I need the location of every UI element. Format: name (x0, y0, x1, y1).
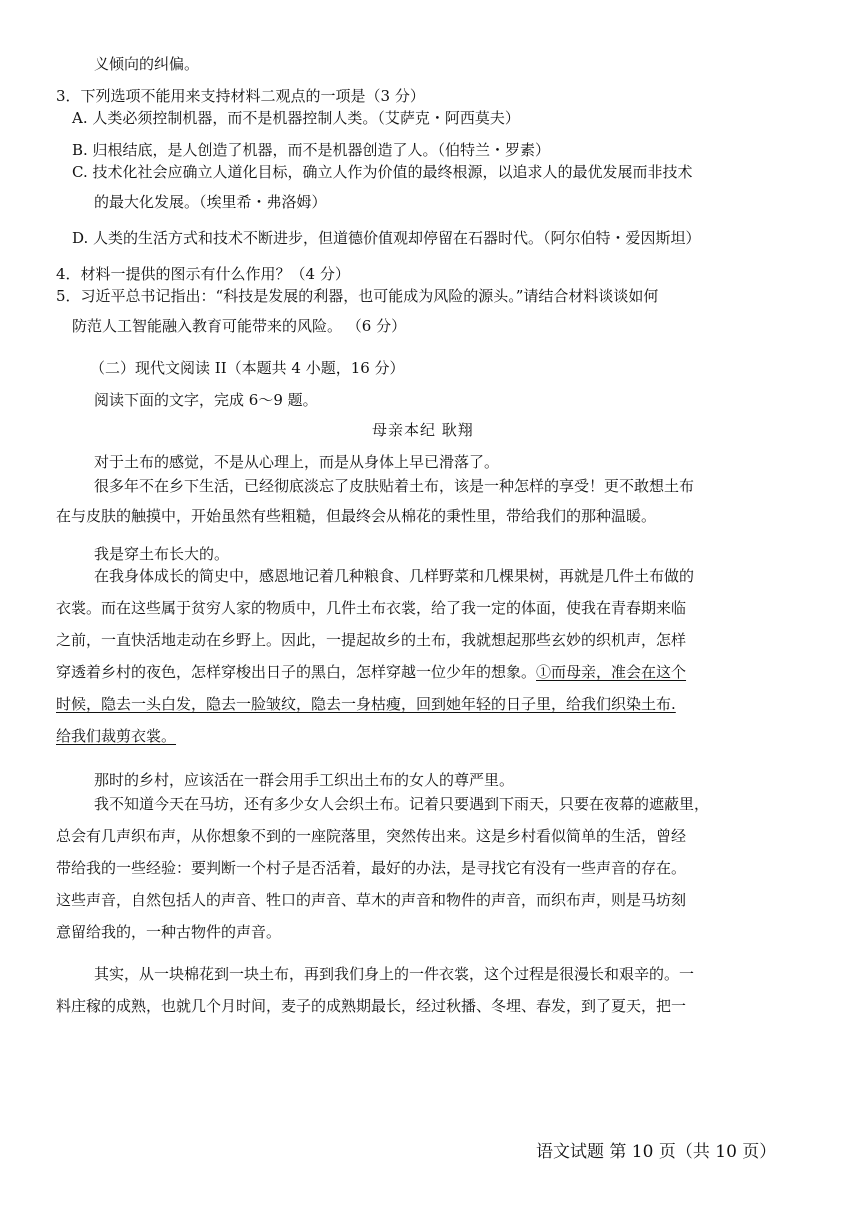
paragraph-line (56, 662, 686, 682)
paragraph-line: 料庄稼的成熟，也就几个月时间，麦子的成熟期最长，经过秋播、冬埋、春发，到了夏天，把一 (56, 997, 687, 1015)
page-footer: 语文试题 第 10 页（共 10 页） (536, 1142, 777, 1162)
paragraph-line: 那时的乡村，应该活在一群会用手工织出土布的女人的尊严里。 (94, 771, 515, 789)
paragraph-line: 对于土布的感觉，不是从心理上，而是从身体上早已滑落了。 (94, 453, 500, 471)
paragraph-line: 很多年不在乡下生活，已经彻底淡忘了皮肤贴着土布，该是一种怎样的享受！更不敢想土布 (94, 477, 695, 495)
option-c-cont: 的最大化发展。（埃里希・弗洛姆） (94, 193, 327, 211)
paragraph-line: 在我身体成长的简史中，感恩地记着几种粮食、几样野菜和几棵果树，再就是几件土布做的 (94, 567, 695, 585)
underlined-sentence: ①而母亲，准会在这个 (536, 663, 687, 681)
paragraph-line: 其实，从一块棉花到一块土布，再到我们身上的一件衣裳，这个过程是很漫长和艰辛的。一 (94, 965, 695, 983)
question-5: 5．习近平总书记指出：“科技是发展的利器，也可能成为风险的源头。”请结合材料谈谈如何 (56, 287, 659, 305)
article-title: 母亲本纪 耿翔 (372, 421, 474, 439)
text-line: 义倾向的纠偏。 (94, 55, 200, 73)
option-c: C. 技术化社会应确立人道化目标，确立人作为价值的最终根源，以追求人的最优发展而非技术 (72, 163, 693, 181)
option-b: B. 归根结底，是人创造了机器，而不是机器创造了人。（伯特兰・罗素） (72, 141, 551, 159)
instruction: 阅读下面的文字，完成 6～9 题。 (94, 391, 318, 409)
question-5-cont: 防范人工智能融入教育可能带来的风险。 （6 分） (72, 317, 407, 335)
paragraph-line: 我不知道今天在马坊，还有多少女人会织土布。记着只要遇到下雨天，只要在夜幕的遮蔽里， (94, 795, 710, 813)
paragraph-line: 在与皮肤的触摸中，开始虽然有些粗糙，但最终会从棉花的秉性里，带给我们的那种温暖。 (56, 507, 657, 525)
paragraph-line: 带给我的一些经验：要判断一个村子是否活着，最好的办法，是寻找它有没有一些声音的存在。 (56, 859, 687, 877)
paragraph-line: 总会有几声织布声，从你想象不到的一座院落里，突然传出来。这是乡村看似简单的生活，曾经 (56, 827, 687, 845)
section-heading: （二）现代文阅读 II（本题共 4 小题，16 分） (90, 359, 405, 377)
option-a: A. 人类必须控制机器，而不是机器控制人类。（艾萨克・阿西莫夫） (72, 109, 520, 127)
question-3: 3．下列选项不能用来支持材料二观点的一项是（3 分） (56, 87, 425, 105)
question-4: 4．材料一提供的图示有什么作用？（4 分） (56, 265, 350, 283)
paragraph-line: 衣裳。而在这些属于贫穷人家的物质中，几件土布衣裳，给了我一定的体面，使我在青春期来临 (56, 599, 687, 617)
paragraph-line: 这些声音，自然包括人的声音、牲口的声音、草木的声音和物件的声音，而织布声，则是马坊刻 (56, 891, 687, 909)
paragraph-text: 穿透着乡村的夜色，怎样穿梭出日子的黑白，怎样穿越一位少年的想象。 (56, 663, 537, 681)
paragraph-line: 意留给我的，一种古物件的声音。 (56, 923, 282, 941)
paragraph-line: 我是穿土布长大的。 (94, 545, 230, 563)
option-d: D. 人类的生活方式和技术不断进步，但道德价值观却停留在石器时代。（阿尔伯特・爱因斯坦） (72, 229, 701, 247)
underlined-sentence: 时候，隐去一头白发，隐去一脸皱纹，隐去一身枯瘦，回到她年轻的日子里，给我们织染土布. (56, 695, 676, 713)
underlined-sentence: 给我们裁剪衣裳。 (56, 727, 177, 745)
paragraph-line: 之前，一直快活地走动在乡野上。因此，一提起故乡的土布，我就想起那些玄妙的织机声，怎样 (56, 631, 687, 649)
